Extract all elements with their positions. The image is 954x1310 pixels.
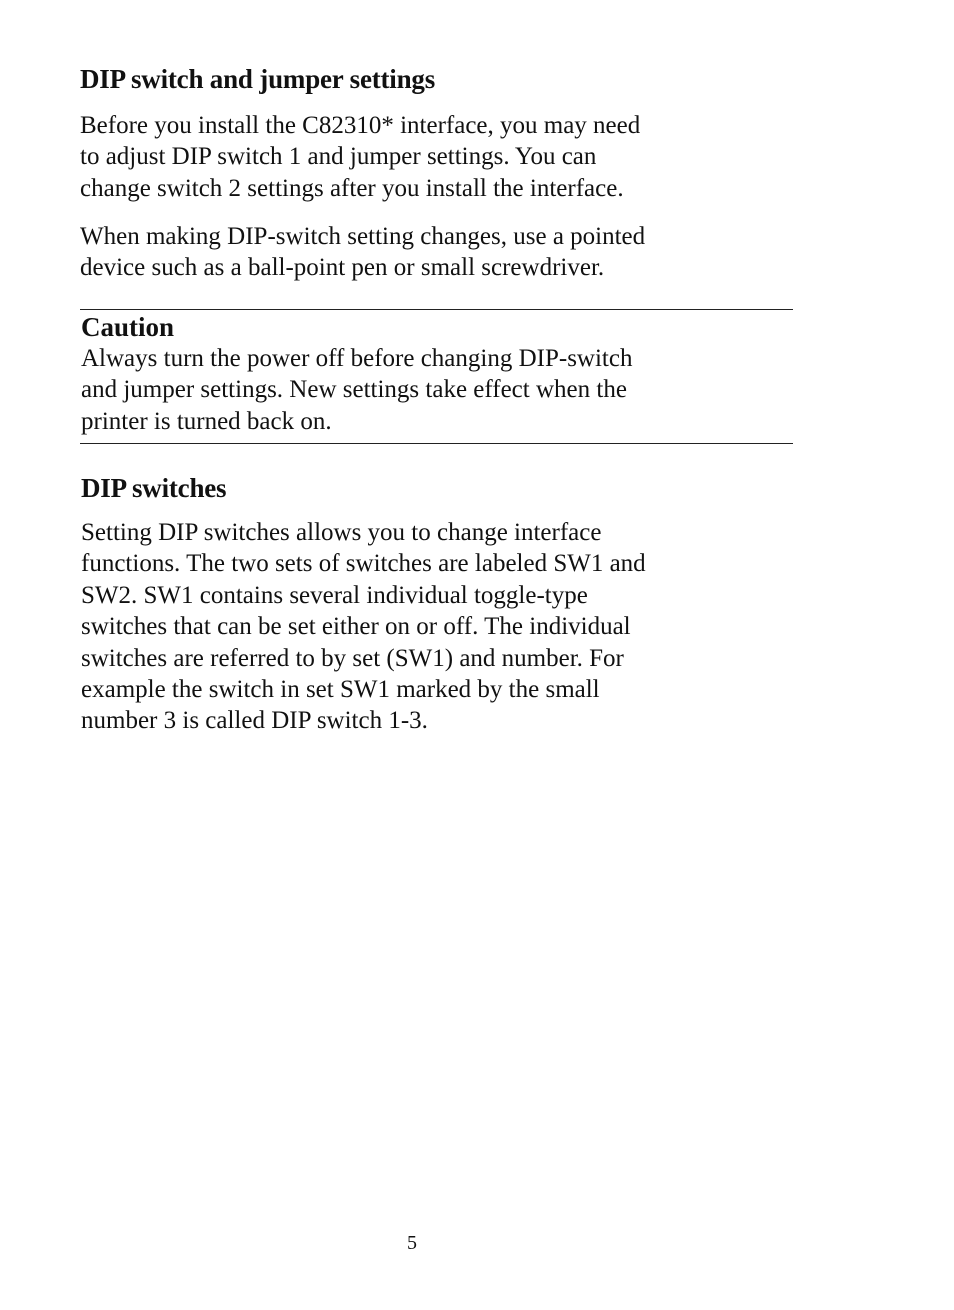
caution-line: printer is turned back on. [81, 407, 332, 435]
paragraph-line: switches that can be set either on or off. The individual [81, 613, 631, 641]
intro-paragraph [80, 110, 640, 204]
paragraph-line: When making DIP-switch setting changes, use a pointed [80, 223, 646, 250]
section-heading-dip-switches: DIP switches [81, 473, 227, 503]
caution-bottom-divider [80, 443, 793, 444]
paragraph-line: switches are referred to by set (SW1) and number. For [81, 644, 624, 672]
caution-line: Always turn the power off before changing DIP-switch [81, 345, 633, 372]
paragraph-line: change switch 2 settings after you install the interface. [80, 174, 624, 202]
paragraph-line: example the switch in set SW1 marked by the small [81, 676, 600, 704]
paragraph-line: Before you install the C82310* interface, you may need [80, 112, 641, 139]
dip-switches-paragraph [81, 517, 646, 737]
paragraph-line: number 3 is called DIP switch 1-3. [81, 707, 428, 735]
caution-title: Caution [81, 312, 175, 342]
paragraph-line: Setting DIP switches allows you to change interface [81, 519, 602, 546]
caution-body [81, 343, 632, 437]
caution-top-divider [80, 309, 793, 310]
section-heading-dip-switch-and-jumper-settings: DIP switch and jumper settings [80, 64, 436, 94]
paragraph-line: device such as a ball-point pen or small screwdriver. [80, 254, 605, 282]
caution-line: and jumper settings. New settings take effect when the [81, 376, 627, 404]
paragraph-line: SW2. SW1 contains several individual toggle-type [81, 581, 588, 609]
page-number: 5 [407, 1232, 417, 1254]
tool-advice-paragraph [80, 221, 645, 284]
paragraph-line: functions. The two sets of switches are labeled SW1 and [81, 550, 646, 578]
paragraph-line: to adjust DIP switch 1 and jumper settings. You can [80, 143, 597, 171]
